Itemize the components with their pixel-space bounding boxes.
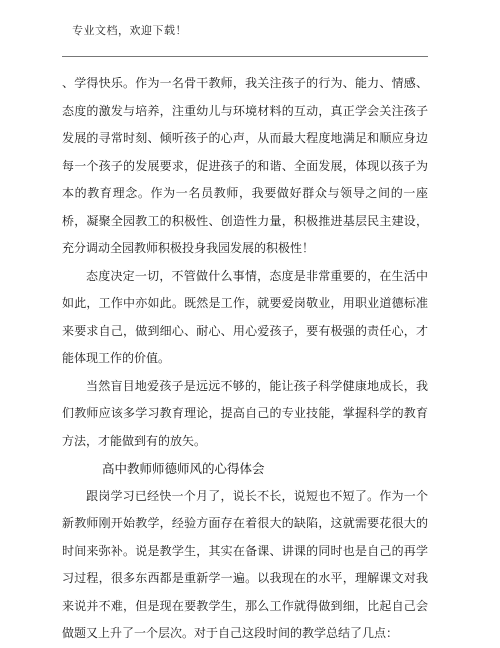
paragraph: 、学得快乐。作为一名骨干教师，我关注孩子的行为、能力、情感、态度的激发与培养，注重幼儿与环境材料的互动，真正学会关注孩子发展的寻常时刻、倾听孩子的心声，从而最大程度地满足和顺应身边每一个孩子的发展要求，促进孩子的和谐、全面发展，体现以孩子为本的教育理念。作为一名员教师，我要做好群众与领导之间的一座桥，凝聚全园教工的积极性、创造性力量，积极推进基层民主建设，充分调动全园教师积极投身我园发展的积极性！ bbox=[62, 76, 428, 255]
header-divider bbox=[62, 56, 428, 57]
page-header: 专业文档，欢迎下载！ bbox=[72, 24, 187, 37]
paragraph: 跟岗学习已经快一个月了，说长不长，说短也不短了。作为一个新教师刚开始教学，经验方面存在着很大的缺陷，这就需要花很大的时间来弥补。说是教学生，其实在备课、讲课的同时也是自己的再学习过程，很多东西都是重新学一遍。以我现在的水平，理解课文对我来说并不难，但是现在要教学生，那么工作就得做到细，比起自己会做题又上升了一个层次。对于自己这段时间的教学总结了几点： bbox=[62, 488, 428, 640]
section-title: 高中教师师德师风的心得体会 bbox=[102, 461, 265, 476]
paragraph: 态度决定一切，不管做什么事情，态度是非常重要的，在生活中如此，工作中亦如此。既然是工作，就要爱岗敬业，用职业道德标准来要求自己，做到细心、耐心、用心爱孩子，要有极强的责任心，才能体现工作的价值。 bbox=[62, 268, 428, 365]
document-body bbox=[62, 70, 428, 648]
paragraph: 当然盲目地爱孩子是远远不够的，能让孩子科学健康地成长，我们教师应该多学习教育理论，提高自己的专业技能，掌握科学的教育方法，才能做到有的放矢。 bbox=[62, 378, 428, 448]
